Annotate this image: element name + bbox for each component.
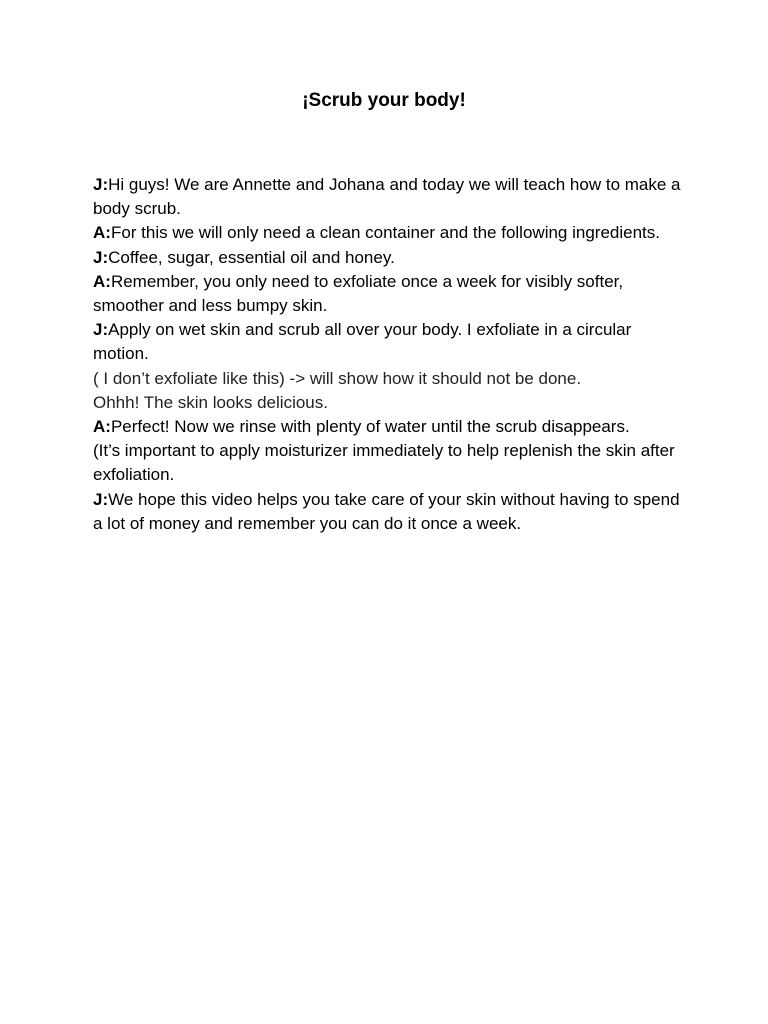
dialogue-text: Remember, you only need to exfoliate once a week for visibly softer, smoother and less bumpy skin. — [93, 271, 624, 316]
note-text: ( I don’t exfoliate like this) -> will show how it should not be done. — [93, 368, 582, 388]
stage-note — [93, 439, 683, 487]
document-body — [93, 173, 683, 536]
dialogue-line — [93, 488, 683, 536]
dialogue-text: We hope this video helps you take care of your skin without having to spend a lot of money and remember you can do it once a week. — [93, 489, 680, 533]
dialogue-line — [93, 318, 683, 366]
document-title: ¡Scrub your body! — [302, 90, 466, 111]
dialogue-line — [93, 270, 683, 318]
speaker-label: J: — [93, 320, 109, 340]
speaker-label: J: — [93, 247, 109, 267]
dialogue-text: Coffee, sugar, essential oil and honey. — [108, 247, 395, 267]
speaker-label: A: — [93, 417, 111, 437]
speaker-label: J: — [93, 489, 109, 509]
speaker-label: J: — [93, 175, 109, 194]
dialogue-text: Perfect! Now we rinse with plenty of water until the scrub disappears. — [110, 417, 630, 437]
note-text: Ohhh! The skin looks delicious. — [93, 392, 328, 412]
dialogue-line — [93, 415, 683, 439]
stage-note — [93, 367, 683, 391]
dialogue-line — [93, 173, 683, 221]
dialogue-text: Hi guys! We are Annette and Johana and today we will teach how to make a body scrub. — [93, 175, 681, 219]
note-text: (It’s important to apply moisturizer immediately to help replenish the skin after exfoliation. — [93, 441, 675, 485]
speaker-label: A: — [93, 223, 111, 243]
stage-note — [93, 391, 683, 415]
speaker-label: A: — [93, 271, 111, 291]
dialogue-text: Apply on wet skin and scrub all over your body. I exfoliate in a circular motion. — [93, 320, 632, 364]
dialogue-text: For this we will only need a clean container and the following ingredients. — [110, 223, 660, 243]
dialogue-line — [93, 246, 683, 270]
dialogue-line — [93, 221, 683, 245]
